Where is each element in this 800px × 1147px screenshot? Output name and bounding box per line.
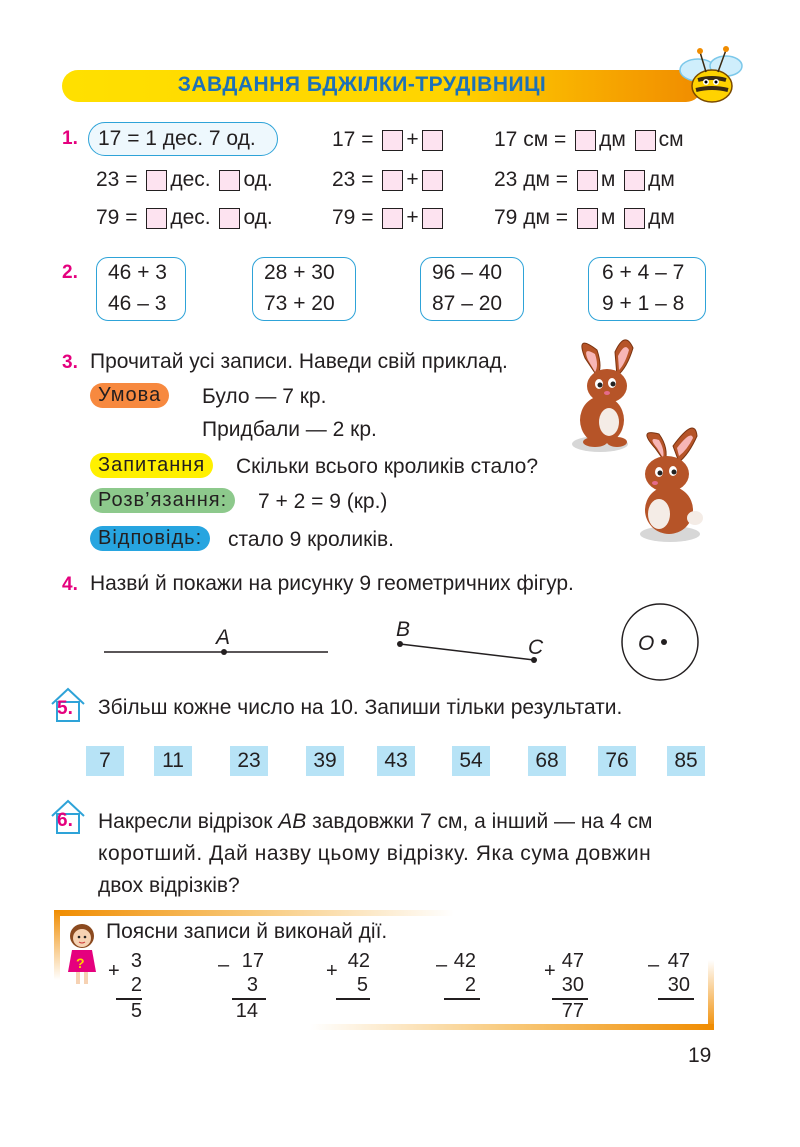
- number-cell: 7: [86, 746, 124, 776]
- task2-expr: 46 – 3: [108, 292, 167, 315]
- calc-result: 5: [130, 1000, 142, 1022]
- calc-result: 14: [235, 1000, 258, 1022]
- task6-line1-part: завдовжки 7 см, а інший — на 4 см: [306, 810, 653, 833]
- bonus-instruction: Поясни записи й виконай дії.: [106, 920, 388, 943]
- rabbit-illustration: [555, 338, 725, 548]
- number-cell: 23: [230, 746, 268, 776]
- task6-line2: коротший. Дай назву цьому відрізку. Яка сума довжин: [98, 842, 652, 865]
- point-c-label: C: [528, 636, 544, 659]
- task1-col3-row1: [494, 128, 684, 152]
- condition-label: Умова: [90, 383, 169, 408]
- task1-col3-row3: [494, 206, 675, 230]
- number-cell: 43: [377, 746, 415, 776]
- task1-col2-row1: [332, 128, 446, 152]
- task6-line1-part: Накресли відрізок: [98, 810, 279, 833]
- unit-dec: дес.: [170, 168, 211, 191]
- answer-box[interactable]: [219, 208, 240, 229]
- answer-box[interactable]: [624, 208, 645, 229]
- girl-icon: [62, 920, 102, 990]
- answer-box[interactable]: [624, 170, 645, 191]
- answer-box[interactable]: [422, 130, 443, 151]
- page-number: 19: [688, 1044, 712, 1067]
- bonus-frame-bottom: [310, 1024, 714, 1030]
- number-cell: 39: [306, 746, 344, 776]
- answer-label: Відповідь:: [90, 526, 210, 551]
- task6-line1: [98, 810, 652, 834]
- calc-op: –: [218, 954, 230, 976]
- task6-line3: двох відрізків?: [98, 874, 240, 897]
- unit: м: [600, 206, 616, 229]
- task2-number: 2.: [62, 262, 78, 283]
- task6-number: 6.: [57, 810, 73, 831]
- task2-expr: 6 + 4 – 7: [602, 261, 685, 284]
- task2-expr: 87 – 20: [432, 292, 503, 315]
- answer-box[interactable]: [577, 208, 598, 229]
- number-cell: 68: [528, 746, 566, 776]
- task1-col1-row3: [96, 206, 273, 230]
- calc-top: 17: [241, 950, 264, 972]
- unit-od: од.: [243, 206, 273, 229]
- segment-ab: AB: [278, 810, 307, 833]
- task2-expr: 73 + 20: [264, 292, 335, 315]
- answer-box[interactable]: [422, 170, 443, 191]
- answer-box[interactable]: [382, 208, 403, 229]
- task1-col2-row2: [332, 168, 446, 192]
- question-text: Скільки всього кроликів стало?: [236, 455, 539, 478]
- task2-expr: 28 + 30: [264, 261, 335, 284]
- task2-expr: 96 – 40: [432, 261, 503, 284]
- task1-col2-row1-lead: 17 =: [332, 128, 374, 151]
- solution-label: Розв’язання:: [90, 488, 235, 513]
- calc-top: 47: [561, 950, 584, 972]
- calc-op: +: [326, 960, 338, 982]
- header-title: ЗАВДАННЯ БДЖІЛКИ-ТРУДІВНИЦІ: [177, 73, 547, 96]
- bonus-frame-right: [708, 960, 714, 1030]
- calc-bottom: 2: [130, 974, 142, 996]
- answer-box[interactable]: [382, 130, 403, 151]
- answer-box[interactable]: [575, 130, 596, 151]
- question-label: Запитання: [90, 453, 213, 478]
- calc-top: 3: [130, 950, 142, 972]
- task1-col2-row2-lead: 23 =: [332, 168, 374, 191]
- task1-col3-row2: [494, 168, 675, 192]
- answer-text: стало 9 кроликів.: [228, 528, 394, 551]
- bee-icon: [670, 42, 750, 108]
- calc-result: 77: [561, 1000, 584, 1022]
- answer-box[interactable]: [382, 170, 403, 191]
- plus-sign: +: [406, 168, 419, 191]
- point-a-label: A: [216, 626, 231, 649]
- unit-dec: дес.: [170, 206, 211, 229]
- answer-box[interactable]: [635, 130, 656, 151]
- calc-top: 42: [347, 950, 370, 972]
- task1-col1-row2: [96, 168, 273, 192]
- calc-top: 42: [453, 950, 476, 972]
- task1-col1-row2-lead: 23 =: [96, 168, 138, 191]
- calc-op: –: [648, 954, 660, 976]
- number-cell: 11: [154, 746, 192, 776]
- task2-expr: 46 + 3: [108, 261, 167, 284]
- solution-text: 7 + 2 = 9 (кр.): [258, 490, 388, 513]
- point-b-label: B: [396, 618, 411, 641]
- calc-op: –: [436, 954, 448, 976]
- number-cell: 54: [452, 746, 490, 776]
- calc-bottom: 5: [356, 974, 368, 996]
- unit: дм: [599, 128, 626, 151]
- answer-box[interactable]: [146, 170, 167, 191]
- task1-col2-row3: [332, 206, 446, 230]
- task2-expr: 9 + 1 – 8: [602, 292, 685, 315]
- calc-line: [444, 998, 480, 1000]
- answer-box[interactable]: [577, 170, 598, 191]
- task1-example-text: 17 = 1 дес. 7 од.: [98, 127, 256, 150]
- bonus-frame-top: [54, 910, 454, 916]
- calc-bottom: 3: [246, 974, 258, 996]
- unit: см: [658, 128, 684, 151]
- calc-line: [336, 998, 370, 1000]
- task4-number: 4.: [62, 574, 78, 595]
- calc-bottom: 30: [561, 974, 584, 996]
- task1-col3-row3-lead: 79 дм =: [494, 206, 568, 229]
- task5-number: 5.: [57, 698, 73, 719]
- svg-text:?: ?: [76, 955, 85, 971]
- unit: дм: [648, 206, 675, 229]
- task1-col2-row3-lead: 79 =: [332, 206, 374, 229]
- number-cell: 76: [598, 746, 636, 776]
- task3-number: 3.: [62, 352, 78, 373]
- task4-instruction: Назви́ й покажи на рисунку 9 геометричних фігур.: [90, 572, 574, 595]
- task5-instruction: Збільш кожне число на 10. Запиши тільки результати.: [98, 696, 623, 719]
- number-cell: 85: [667, 746, 705, 776]
- calc-op: +: [544, 960, 556, 982]
- condition-line1: Було — 7 кр.: [202, 385, 327, 408]
- unit: дм: [648, 168, 675, 191]
- task3-instruction: Прочитай усі записи. Наведи свій приклад.: [90, 350, 508, 373]
- answer-box[interactable]: [219, 170, 240, 191]
- calc-top: 47: [667, 950, 690, 972]
- geometry-figures: [100, 600, 710, 690]
- calc-line: [658, 998, 694, 1000]
- task1-col3-row1-lead: 17 см =: [494, 128, 567, 151]
- unit-od: од.: [243, 168, 273, 191]
- calc-bottom: 30: [667, 974, 690, 996]
- task1-col3-row2-lead: 23 дм =: [494, 168, 568, 191]
- answer-box[interactable]: [422, 208, 443, 229]
- answer-box[interactable]: [146, 208, 167, 229]
- calc-op: +: [108, 960, 120, 982]
- plus-sign: +: [406, 206, 419, 229]
- task1-number: 1.: [62, 128, 78, 149]
- bonus-frame-left: [54, 910, 60, 980]
- task1-col1-row3-lead: 79 =: [96, 206, 138, 229]
- condition-line2: Придбали — 2 кр.: [202, 418, 377, 441]
- plus-sign: +: [406, 128, 419, 151]
- unit: м: [600, 168, 616, 191]
- point-o-label: O: [638, 632, 655, 655]
- calc-bottom: 2: [464, 974, 476, 996]
